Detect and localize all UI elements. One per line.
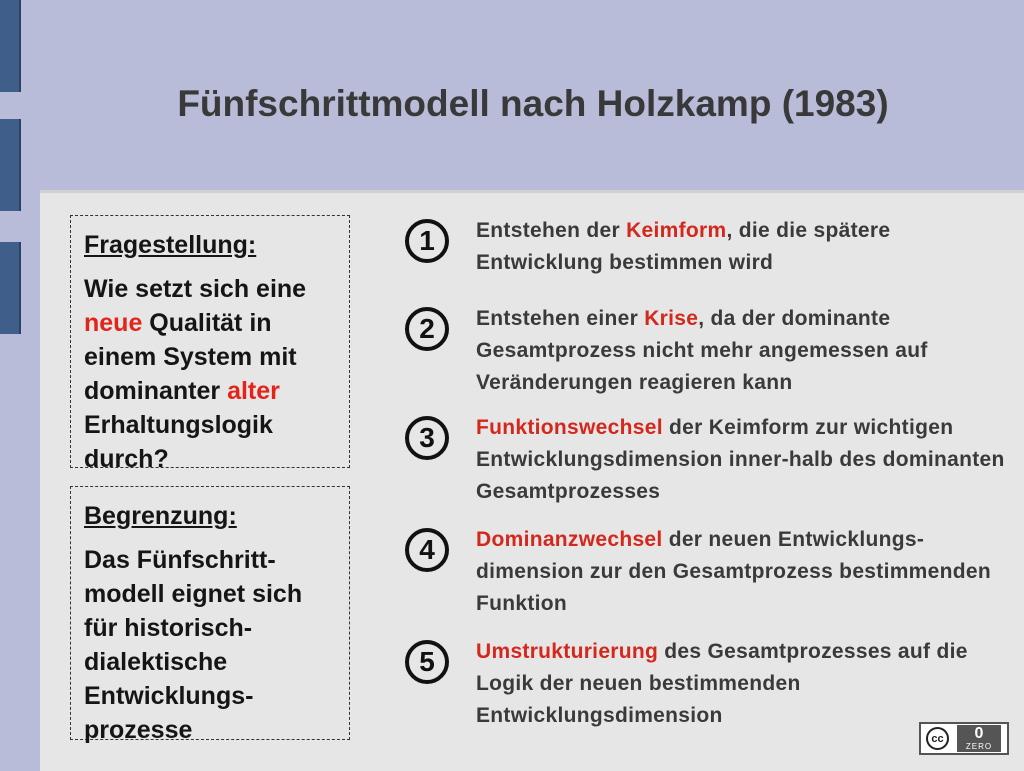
step-2-keyword: Krise — [644, 307, 699, 330]
content-panel — [40, 190, 1024, 771]
highlight-new: neue — [84, 309, 143, 337]
step-1 — [405, 215, 1005, 279]
step-2-text: Entstehen einer Krise, da der dominante Gesamtprozess nicht mehr angemessen auf Veränderungen reagieren kann — [476, 307, 928, 394]
limitation-text: Das Fünfschritt-modell eignet sich für historisch-dialektische Entwicklungs-prozesse — [84, 546, 303, 744]
step-1-text: Entstehen der Keimform, die die spätere Entwicklung bestimmen wird — [476, 219, 891, 274]
cc-zero-icon[interactable] — [919, 722, 1009, 755]
slide-title: Fünfschrittmodell nach Holzkamp (1983) — [177, 83, 889, 124]
sidebar-bar-top — [0, 0, 21, 92]
cc-zero-label: ZERO — [965, 742, 993, 751]
question-text-part: Wie setzt sich eine — [84, 275, 307, 303]
sidebar-bar-bottom — [0, 242, 21, 334]
cc-symbol-icon: cc — [926, 727, 949, 750]
highlight-old: alter — [227, 377, 280, 405]
question-box — [70, 215, 350, 473]
question-text-part: Qualität in einem System mit dominanter — [84, 309, 297, 405]
question-text — [84, 272, 339, 476]
step-5-text: Umstrukturierung des Gesamtprozesses auf die Logik der neuen bestimmenden Entwicklungsdimension — [476, 640, 968, 727]
step-3 — [405, 412, 1005, 508]
limitation-box — [70, 486, 350, 744]
step-number-2-icon: 2 — [405, 307, 449, 351]
sidebar-bar-middle — [0, 119, 21, 211]
limitation-heading: Begrenzung: — [84, 502, 237, 530]
question-text-part: Erhaltungslogik durch? — [84, 411, 273, 473]
step-5 — [405, 636, 1005, 732]
step-3-keyword: Funktionswechsel — [476, 416, 663, 439]
cc-zero-block — [957, 725, 1001, 752]
question-heading: Fragestellung: — [84, 231, 257, 259]
step-5-keyword: Umstrukturierung — [476, 640, 659, 663]
step-4 — [405, 524, 1005, 620]
step-1-keyword: Keimform — [626, 219, 727, 242]
step-4-text: Dominanzwechsel der neuen Entwicklungs-dimension zur den Gesamtprozess bestimmenden Funktion — [476, 528, 991, 615]
step-number-5-icon: 5 — [405, 640, 449, 684]
step-number-4-icon: 4 — [405, 528, 449, 572]
step-3-text: Funktionswechsel der Keimform zur wichtigen Entwicklungsdimension inner-halb des dominanten Gesamtprozesses — [476, 416, 1005, 503]
step-2 — [405, 303, 1005, 399]
step-4-keyword: Dominanzwechsel — [476, 528, 663, 551]
cc-zero-value: 0 — [974, 725, 984, 742]
step-number-3-icon: 3 — [405, 416, 449, 460]
step-number-1-icon: 1 — [405, 219, 449, 263]
